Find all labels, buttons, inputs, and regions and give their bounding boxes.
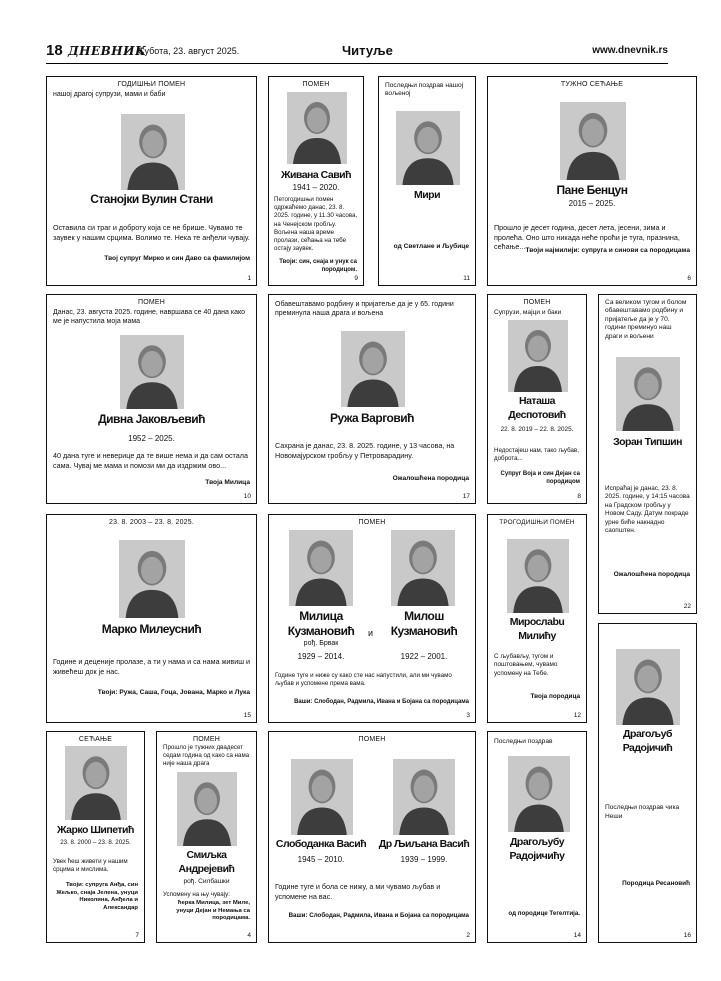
notice-7	[46, 731, 145, 943]
notice-intro: Супрузи, мајци и баки	[494, 309, 562, 316]
deceased-name-last: Деспотовић	[508, 409, 566, 421]
notice-number: 1	[247, 275, 251, 282]
notice-title: ПОМЕН	[137, 299, 166, 306]
life-years: 1945 – 2010.	[297, 855, 345, 864]
deceased-name-last: Кузмановић	[390, 624, 458, 638]
notice-17	[268, 294, 476, 504]
portrait-photo	[121, 114, 185, 190]
notice-number: 22	[683, 603, 691, 610]
website-link[interactable]: www.dnevnik.rs	[592, 45, 668, 56]
notice-10	[46, 294, 257, 504]
notice-number: 7	[135, 932, 139, 939]
notice-intro: Обавештавамо родбину и пријатеље да је у 65. години преминула наша драга и вољена	[275, 301, 454, 317]
notice-signature: Ожалошћена породица	[392, 475, 469, 482]
notice-number: 11	[463, 275, 470, 282]
notice-title: ТУЖНО СЕЋАЊЕ	[560, 81, 624, 88]
deceased-name-first: Драгољубу	[509, 836, 565, 848]
notice-title: ПОМЕН	[358, 519, 386, 526]
portrait-photo	[507, 539, 569, 613]
notice-6	[487, 76, 697, 286]
notice-3	[268, 514, 476, 723]
notice-number: 9	[354, 275, 358, 282]
deceased-name: Др Љиљана Васић	[378, 838, 470, 850]
portrait-photo	[560, 102, 626, 180]
portrait-photo	[616, 649, 680, 725]
deceased-name-first: Наташа	[519, 395, 555, 407]
portrait-photo	[508, 320, 568, 392]
connector-text: и	[368, 628, 374, 638]
notice-title: ТРОГОДИШЊИ ПОМЕН	[499, 519, 575, 526]
notice-number: 14	[573, 932, 581, 939]
life-years: 22. 8. 2019 – 22. 8. 2025.	[500, 426, 574, 433]
life-years: 23. 8. 2000 – 23. 8. 2025.	[60, 839, 131, 846]
notice-16	[598, 623, 697, 943]
notice-text: Успомену на њу чувају:	[163, 891, 230, 898]
life-years: 1929 – 2014.	[297, 652, 345, 661]
deceased-name: Зоран Типшин	[613, 436, 682, 448]
deceased-name: Слободанка Васић	[275, 838, 367, 850]
life-years: 1922 – 2001.	[400, 652, 448, 661]
portrait-photo	[396, 111, 460, 185]
deceased-name: Марко Милеуснић	[101, 622, 202, 636]
notice-12	[487, 514, 587, 723]
notice-text: Испраћај је данас, 23. 8. 2025. године, у 14:15 часова на Градском гробљу у Новом Саду. Датум пoкраде урне биће накнадно саопштен.	[605, 485, 690, 535]
notice-title: ПОМЕН	[192, 736, 221, 743]
notice-2	[268, 731, 476, 943]
portrait-photo	[119, 540, 185, 618]
notice-text: С љубављу, тугом и поштовањем, чувамо успомену на Тебе.	[494, 653, 558, 677]
deceased-name-first: Смиљка	[186, 849, 227, 861]
portrait-photo	[177, 772, 237, 846]
deceased-name: Ружа Варговић	[330, 411, 414, 425]
deceased-name: Дивна Јаковљевић	[98, 412, 205, 426]
life-years: 1939 – 1999.	[400, 855, 448, 864]
notice-number: 6	[687, 275, 691, 282]
notice-signature: Твој супруг Мирко и син Даво са фамилијом	[104, 255, 250, 262]
notice-number: 2	[466, 932, 470, 939]
deceased-name-first: Мирослаbu	[509, 616, 565, 628]
notice-title: ГОДИШЊИ ПОМЕН	[117, 81, 186, 88]
issue-date: Субота, 23. август 2025.	[138, 46, 240, 56]
notice-text: Петогодишњи помен одржаћемо данас, 23. 8. 2025. године, у 11.30 часова, на Ченејском гробљу. Вољена наша време пролази, сећања на тебе остају заувек.	[274, 196, 358, 253]
life-years: 2015 – 2025.	[568, 199, 616, 208]
notice-15	[46, 514, 257, 723]
portrait-photo	[120, 335, 184, 409]
notice-intro: нашој драгој супрузи, мами и баби	[53, 91, 166, 98]
deceased-name-last: Кузмановић	[287, 624, 355, 638]
notice-signature: Ожалошћена породица	[613, 571, 690, 578]
deceased-name: Пане Бенцун	[556, 183, 628, 197]
notice-text: Године туге и бола се нижу, а ми чувамо љубав и успомене на вас.	[275, 882, 441, 901]
notice-signature: Твоји: супруга Анђа, син Жељко, снаја Јелена, унуци Николина, Анђела и Александар	[56, 882, 138, 911]
notice-22	[598, 294, 697, 614]
notice-number: 4	[247, 932, 251, 939]
notice-text: Сахрана је данас, 23. 8. 2025. године, у 13 часова, на Новомајурском гробљу у Петроварадину.	[275, 441, 455, 460]
notice-text: Године туге и ниже су како сте нас напустили, али ми чувамо љубав и успомене према вама.	[275, 672, 452, 687]
notice-title: 23. 8. 2003 – 23. 8. 2025.	[109, 519, 194, 526]
notice-number: 8	[577, 493, 581, 500]
notice-text: Последњи поздрав чика Неши	[605, 804, 680, 820]
life-years: 1941 – 2020.	[292, 183, 340, 192]
notice-14	[487, 731, 587, 943]
notice-number: 3	[466, 712, 470, 719]
portrait-photo	[341, 331, 405, 407]
deceased-name-first: Драгољуб	[623, 728, 672, 740]
notice-title: ПОМЕН	[523, 299, 551, 306]
page-header	[46, 42, 668, 62]
deceased-name: Мири	[413, 189, 441, 201]
portrait-photo-right	[391, 530, 455, 606]
deceased-name-last: Андрејевић	[178, 863, 235, 875]
portrait-photo	[287, 92, 347, 164]
notice-signature: од Светлане и Љубице	[393, 243, 469, 250]
notice-number: 10	[243, 493, 251, 500]
notice-signature: Супруг Војa и син Дејан са породицом	[500, 471, 580, 485]
maiden-name: рођ. Силбашки	[183, 878, 230, 885]
notice-number: 16	[683, 932, 691, 939]
notice-text: Увек ћеш живети у нашим срцима и мислима.	[53, 858, 128, 873]
notice-text: Оставила си траг и доброту која се не брише. Чувамо те заувек у нашим срцима. Волимо те. Нека те анђели чувају.	[53, 223, 250, 242]
notice-text: 40 дана туге и неверице да те више нема и да сам остала сама. Чувај ме мама и помози ми да издржим ово...	[53, 451, 248, 470]
notice-intro: Последњи поздрав	[494, 738, 553, 745]
life-years: 1952 – 2025.	[128, 434, 175, 443]
notice-text: Године и деценије пролазе, а ти у нама и са нама живиш и живећеш док је нас.	[53, 657, 251, 676]
notice-signature: Твоји: Ружа, Саша, Гоца, Јована, Марко и Лука	[97, 689, 250, 696]
notice-4	[156, 731, 257, 943]
notice-text: Прошло је десет година, десет лета, јесени, зима и пролећа. Оно што никада неће проћи је туга, празнина, сећање...	[494, 223, 680, 252]
notice-9	[268, 76, 364, 286]
portrait-photo-left	[289, 530, 353, 606]
portrait-photo	[616, 357, 680, 431]
notice-title: ПОМЕН	[302, 81, 330, 88]
header-rule	[46, 63, 668, 64]
notice-number: 12	[573, 712, 581, 719]
section-title: Читуље	[342, 43, 393, 58]
deceased-name-last: Милићу	[518, 630, 556, 642]
notice-title: СЕЋАЊЕ	[78, 736, 113, 743]
notice-intro: Данас, 23. августа 2025. године, навршава се 40 дана како ме је напустила моја мама	[53, 309, 246, 325]
notice-intro: Са великом тугом и болом обавештавамо родбину и пријатеље да је у 70. години преминуо наш драги и вољени	[605, 299, 687, 340]
deceased-name: Станојки Вулин Стани	[90, 192, 213, 206]
notice-intro: Прошло је тужних двадесет седам година од како са нама није наша драга	[163, 744, 250, 767]
page-number: 18	[46, 42, 63, 59]
portrait-photo	[508, 756, 570, 832]
portrait-photo-right	[393, 759, 455, 835]
notice-signature: Твоји најмилији: супруга и синови са породицама	[525, 247, 690, 254]
notice-signature: Твоја породица	[530, 693, 580, 700]
notice-signature: од породице Тегелтија.	[508, 910, 580, 917]
notice-signature: ћерка Милица, зет Миле, унуци Дејан и Немања са породицама.	[176, 900, 250, 922]
deceased-name-first: Милица	[299, 609, 343, 623]
notice-intro: Последњи поздрав нашој вољеној	[385, 82, 464, 98]
deceased-name-last: Радојичић	[622, 742, 673, 754]
deceased-name-first: Милош	[404, 609, 444, 623]
notice-11	[378, 76, 476, 286]
deceased-name-last: Радојичићу	[509, 850, 565, 862]
notice-text: Недостајеш нам, тако љубав, доброта...	[494, 447, 579, 462]
notice-signature: Ваши: Слободан, Радмила, Ивана и Бојана са породицама	[294, 699, 469, 705]
notice-8	[487, 294, 587, 504]
notice-signature: Твоја Милица	[205, 479, 250, 486]
notice-1	[46, 76, 257, 286]
deceased-name: Жарко Шипетић	[57, 824, 134, 836]
portrait-photo	[65, 746, 127, 820]
notice-signature: Твоји: син, снаја и унук са породицом.	[279, 259, 357, 273]
notice-title: ПОМЕН	[358, 736, 386, 743]
notice-number: 15	[243, 712, 251, 719]
notice-number: 17	[462, 493, 470, 500]
maiden-name: рођ. Брвак	[303, 640, 339, 647]
portrait-photo-left	[291, 759, 353, 835]
deceased-name: Живана Савић	[280, 169, 352, 181]
notice-signature: Ваши: Слободан, Радмила, Ивана и Бојана са породицама	[288, 912, 469, 919]
newspaper-logo: ДНЕВНИК	[68, 44, 147, 58]
notice-signature: Породица Ресановић	[622, 880, 690, 887]
